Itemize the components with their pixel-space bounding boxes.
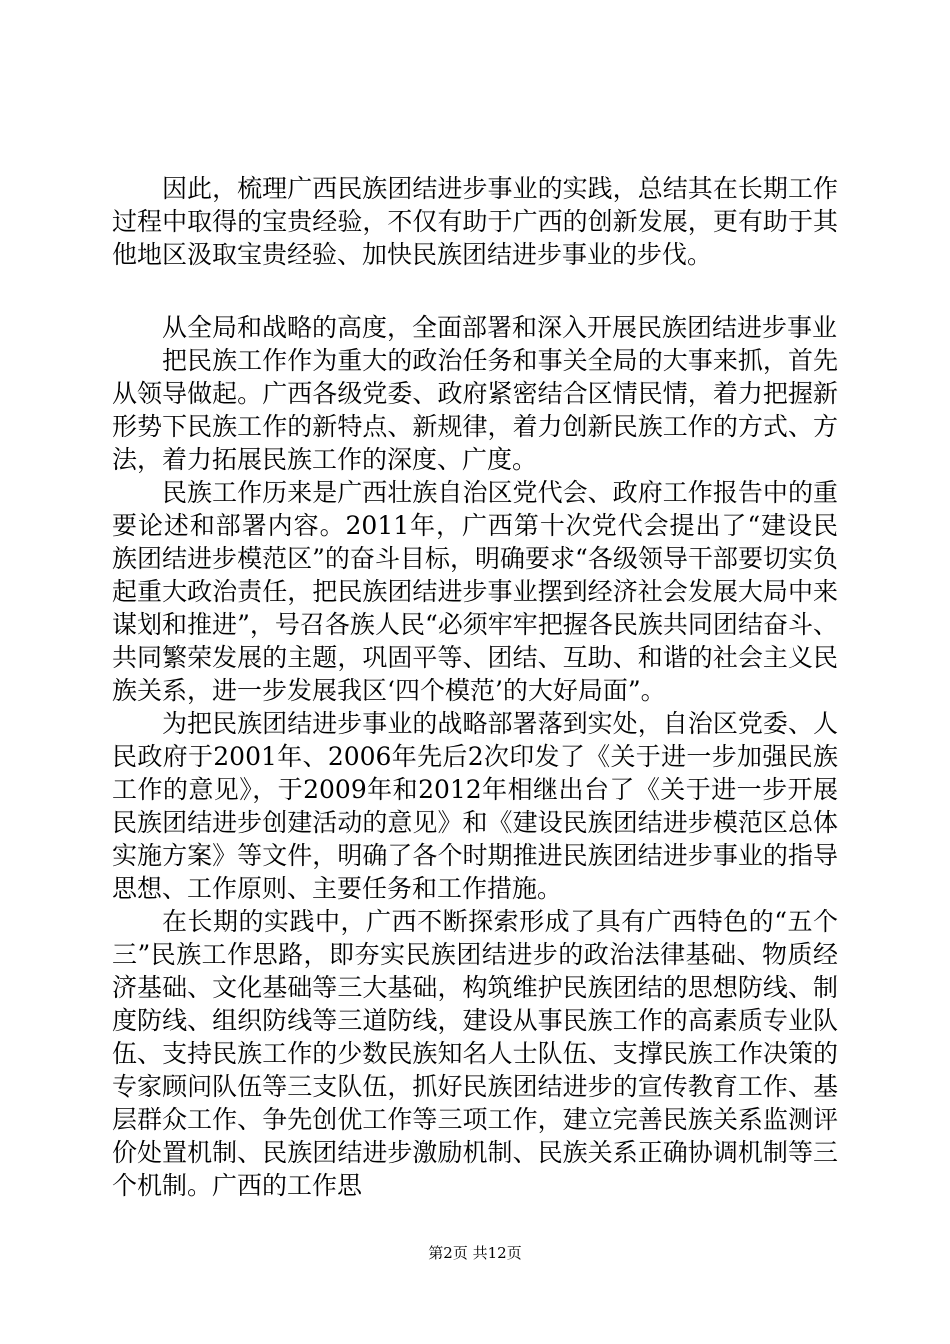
- section-heading: 从全局和战略的高度，全面部署和深入开展民族团结进步事业: [162, 313, 838, 342]
- body-paragraph-3: 为把民族团结进步事业的战略部署落到实处，自治区党委、人民政府于2001年、2006年先后2次印发了《关于进一步加强民族工作的意见》，于2009年和2012年相继出台了《关于进一步开展民族团结进步创建活动的意见》和《建设民族团结进步模范区总体实施方案》等文件，明确了各个时期推进民族团结进步事业的指导思想、工作原则、主要任务和工作措施。: [112, 709, 838, 903]
- paragraph-gap: [112, 271, 838, 311]
- intro-paragraph: 因此，梳理广西民族团结进步事业的实践，总结其在长期工作过程中取得的宝贵经验，不仅有助于广西的创新发展，更有助于其他地区汲取宝贵经验、加快民族团结进步事业的步伐。: [112, 174, 838, 269]
- body-paragraph-1: 把民族工作作为重大的政治任务和事关全局的大事来抓，首先从领导做起。广西各级党委、政府紧密结合区情民情，着力把握新形势下民族工作的新特点、新规律，着力创新民族工作的方式、方法，着力拓展民族工作的深度、广度。: [112, 346, 838, 474]
- body-paragraph-4: 在长期的实践中，广西不断探索形成了具有广西特色的“五个三”民族工作思路，即夯实民族团结进步的政治法律基础、物质经济基础、文化基础等三大基础，构筑维护民族团结的思想防线、制度防线、组织防线等三道防线，建设从事民族工作的高素质专业队伍、支持民族工作的少数民族知名人士队伍、支撑民族工作决策的专家顾问队伍等三支队伍，抓好民族团结进步的宣传教育工作、基层群众工作、争先创优工作等三项工作，建立完善民族关系监测评价处置机制、民族团结进步激励机制、民族关系正确协调机制等三个机制。广西的工作思: [112, 907, 838, 1200]
- page-footer: 第2页 共12页: [428, 1244, 522, 1262]
- document-body: [112, 172, 838, 1202]
- body-paragraph-2: 民族工作历来是广西壮族自治区党代会、政府工作报告中的重要论述和部署内容。2011年，广西第十次党代会提出了“建设民族团结进步模范区”的奋斗目标，明确要求“各级领导干部要切实负起重大政治责任，把民族团结进步事业摆到经济社会发展大局中来谋划和推进”，号召各族人民“必须牢牢把握各民族共同团结奋斗、共同繁荣发展的主题，巩固平等、团结、互助、和谐的社会主义民族关系，进一步发展我区‘四个模范’的大好局面”。: [112, 478, 838, 705]
